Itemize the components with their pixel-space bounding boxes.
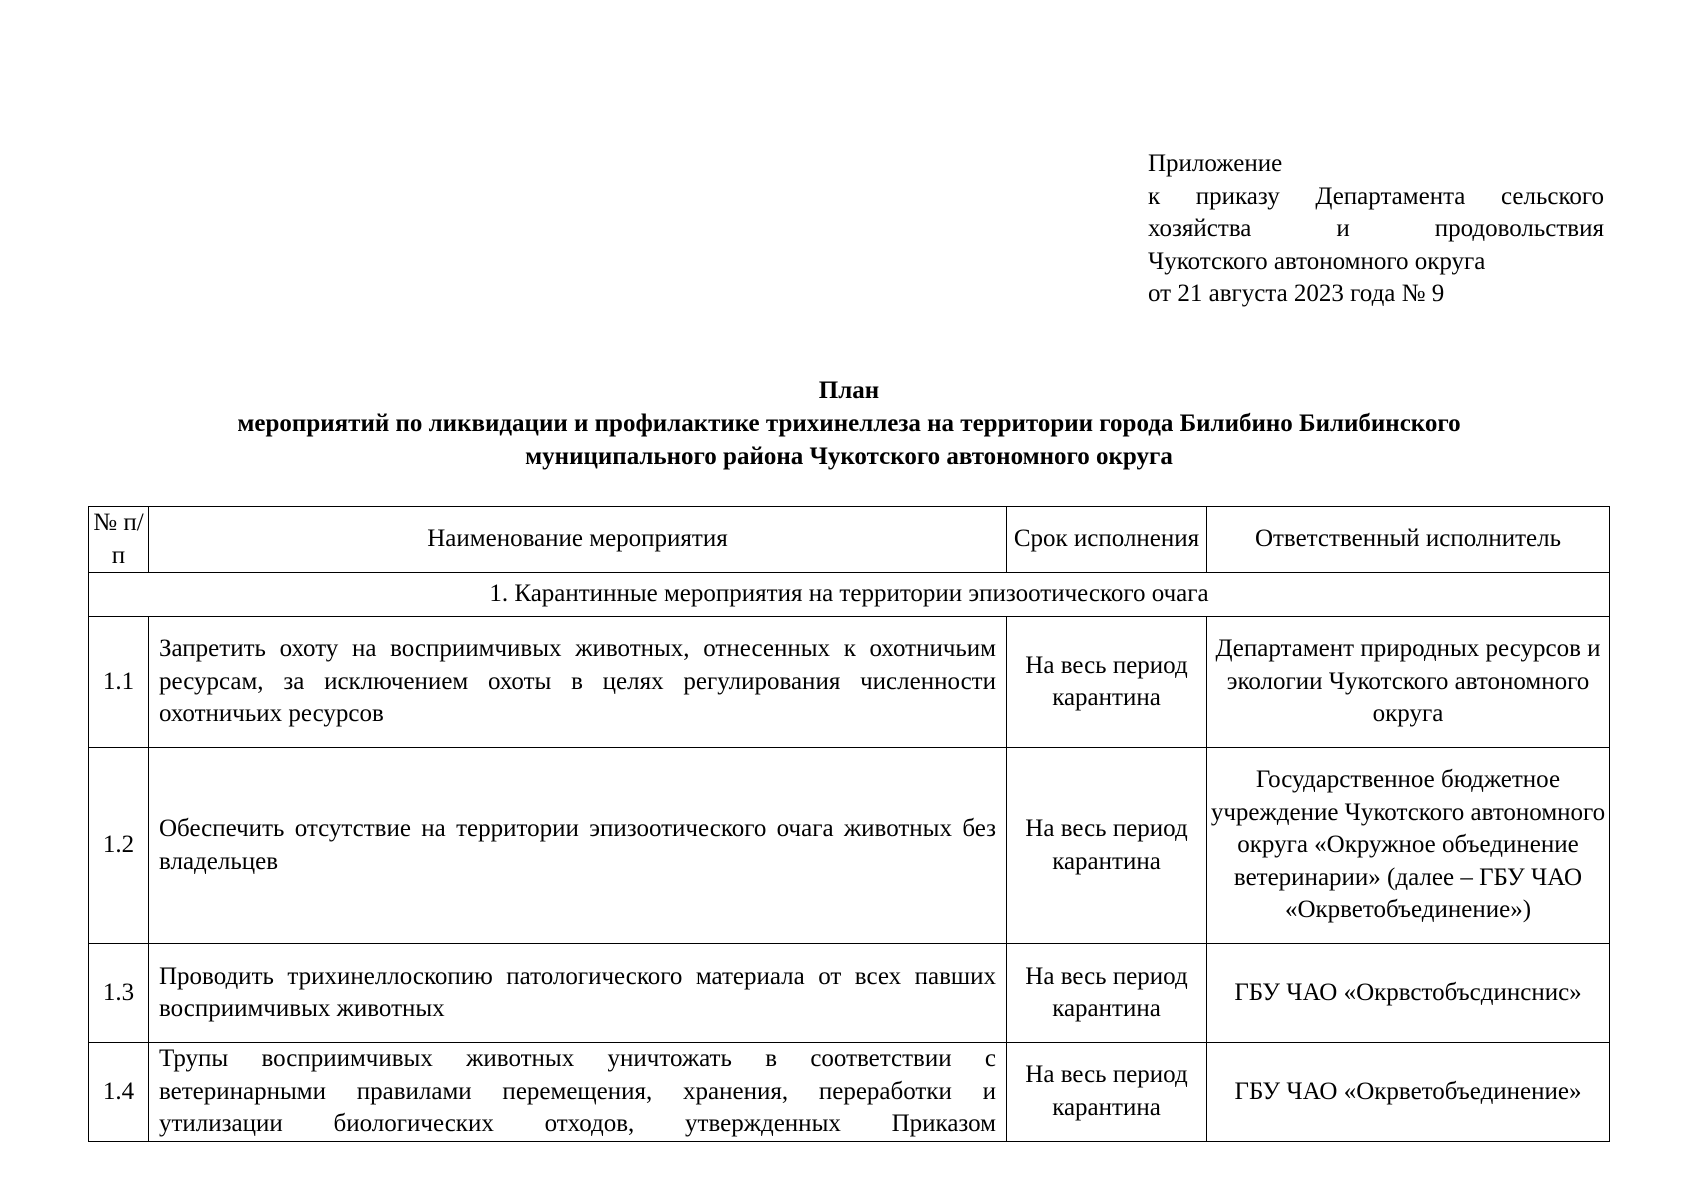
row-name-line: ветеринарными правилами перемещения, хранения, переработки и (159, 1077, 996, 1105)
appendix-date: от 21 августа 2023 года № 9 (1148, 280, 1445, 307)
table-row (89, 944, 1610, 1043)
header-num: № п/п (89, 507, 149, 573)
row-num: 1.1 (89, 617, 149, 748)
row-responsible: ГБУ ЧАО «Окрвстобъсдинснис» (1207, 944, 1610, 1043)
title-subtitle-line: мероприятий по ликвидации и профилактике трихинеллеза на территории города Билибино Билибинского (237, 410, 1461, 437)
row-num: 1.3 (89, 944, 149, 1043)
row-term: На весь период карантина (1007, 944, 1207, 1043)
header-term: Срок исполнения (1007, 507, 1207, 573)
table-row (89, 1043, 1610, 1142)
table-row (89, 617, 1610, 748)
row-responsible: Департамент природных ресурсов и экологии Чукотского автономного округа (1207, 617, 1610, 748)
row-name: Обеспечить отсутствие на территории эпизоотического очага животных без владельцев (149, 748, 1007, 944)
row-name (149, 1043, 1007, 1142)
row-term: На весь период карантина (1007, 748, 1207, 944)
title-main: План (818, 377, 880, 404)
row-responsible: Государственное бюджетное учреждение Чукотского автономного округа «Окружное объединение ветеринарии» (далее – ГБУ ЧАО «Окрветобъединение») (1207, 748, 1610, 944)
table-header-row (89, 507, 1610, 573)
row-name: Проводить трихинеллоскопию патологического материала от всех павших восприимчивых животных (149, 944, 1007, 1043)
header-responsible: Ответственный исполнитель (1207, 507, 1610, 573)
table-row (89, 748, 1610, 944)
title-subtitle-line: муниципального района Чукотского автономного округа (525, 443, 1173, 470)
plan-table (88, 506, 1610, 1142)
row-name-line: утилизации биологических отходов, утвержденных Приказом (159, 1110, 996, 1137)
row-num: 1.4 (89, 1043, 149, 1142)
appendix-line: к приказу Департамента сельского (1148, 182, 1604, 210)
row-term: На весь период карантина (1007, 617, 1207, 748)
document-title (88, 374, 1610, 473)
row-term: На весь период карантина (1007, 1043, 1207, 1142)
section-title: 1. Карантинные мероприятия на территории эпизоотического очага (89, 573, 1610, 617)
section-row (89, 573, 1610, 617)
appendix-line: Чукотского автономного округа (1148, 247, 1486, 275)
header-name: Наименование мероприятия (149, 507, 1007, 573)
row-num: 1.2 (89, 748, 149, 944)
row-name-line: Трупы восприимчивых животных уничтожать в соответствии с (159, 1045, 996, 1072)
row-name: Запретить охоту на восприимчивых животных, отнесенных к охотничьим ресурсам, за исключением охоты в целях регулирования численности охотничьих ресурсов (149, 617, 1007, 748)
appendix-block (1148, 148, 1604, 311)
row-responsible: ГБУ ЧАО «Окрветобъединение» (1207, 1043, 1610, 1142)
appendix-line: хозяйства и продовольствия (1148, 215, 1604, 242)
appendix-title: Приложение (1148, 150, 1283, 177)
